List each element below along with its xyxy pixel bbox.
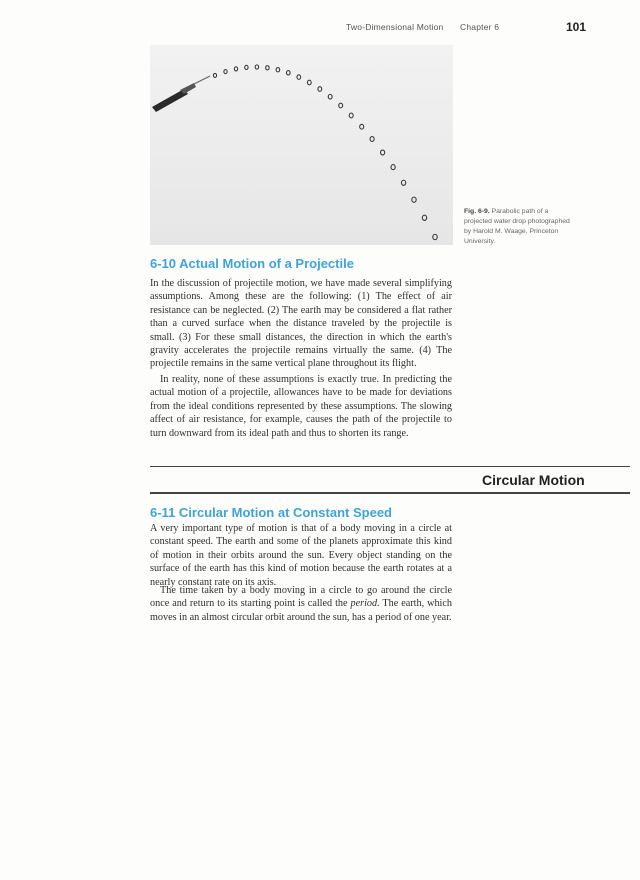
water-drop (255, 65, 258, 69)
paragraph-6-11-2 (150, 584, 452, 624)
nozzle-icon (152, 76, 210, 112)
paragraph-6-11-1: A very important type of motion is that of a body moving in a circle at constant speed. The earth and some of the planets approximate this kind of motion in their orbits around the sun. Every object standing on the surface of the earth has this kind of motion because the earth rotates at a nearly constant rate on its axis. (150, 523, 452, 588)
water-drops (213, 65, 437, 240)
figure-caption (464, 207, 574, 247)
chapter-banner: Circular Motion (482, 472, 585, 488)
water-drop (328, 94, 332, 99)
paragraph-6-10-1: In the discussion of projectile motion, we have made several simplifying assumptions. Among these are the following: (1) The effect of air resistance can be neglected. (2) The earth may be considered a flat rather than a curved surface when the distance traveled by the projectile is small. (3) For these small distances, the direction in which the earth's gravity accelerates the projectile remains virtually the same. (4) The projectile remains in the same vertical plane throughout its flight. (150, 278, 452, 370)
chapter-rule-top (150, 466, 630, 467)
water-drop (360, 124, 364, 129)
water-drop (286, 71, 290, 75)
water-drop (318, 87, 322, 92)
period-text-after: The earth, which moves in an almost circular orbit around the sun, has a period of one year. (150, 598, 452, 623)
water-drop (370, 137, 374, 142)
water-drop (234, 67, 237, 71)
chapter-label: Chapter 6 (460, 22, 500, 32)
water-drop (297, 75, 301, 79)
figure-label: Fig. 6-9. (464, 208, 490, 215)
water-drop (276, 68, 280, 72)
running-head (346, 22, 499, 32)
water-drop (266, 66, 270, 70)
water-drop (391, 165, 395, 170)
running-title: Two-Dimensional Motion (346, 22, 444, 32)
water-drop (381, 150, 385, 155)
water-drop-photograph (150, 45, 453, 245)
water-drop (224, 70, 227, 74)
page-number: 101 (566, 20, 587, 34)
water-drop (213, 73, 216, 77)
figure-caption-text: Parabolic path of a projected water drop photographed by Harold M. Waage, Princeton University. (464, 208, 570, 245)
water-drop (349, 113, 353, 118)
water-drop (339, 103, 343, 108)
water-drop (433, 234, 437, 239)
section-heading-6-11: 6-11 Circular Motion at Constant Speed (150, 505, 392, 520)
water-drop (422, 215, 426, 220)
water-drop (401, 180, 405, 185)
water-drop (307, 80, 311, 85)
paragraph-6-10-2: In reality, none of these assumptions is exactly true. In predicting the actual motion of a projectile, allowances have to be made for deviations from the ideal conditions represented by these assumptions. The slowing affect of air resistance, for example, causes the path of the projectile to turn downward from its ideal path and thus to shorten its range. (150, 374, 452, 439)
period-term: period. (350, 598, 380, 610)
period-text-before: The time taken by a body moving in a circle to go around the circle once and return to its starting point is called the (150, 585, 452, 610)
water-drop (412, 197, 416, 202)
section-heading-6-10: 6-10 Actual Motion of a Projectile (150, 256, 354, 271)
water-drop-trajectory (150, 45, 453, 245)
water-drop (245, 65, 248, 69)
chapter-rule-bottom (150, 492, 630, 494)
